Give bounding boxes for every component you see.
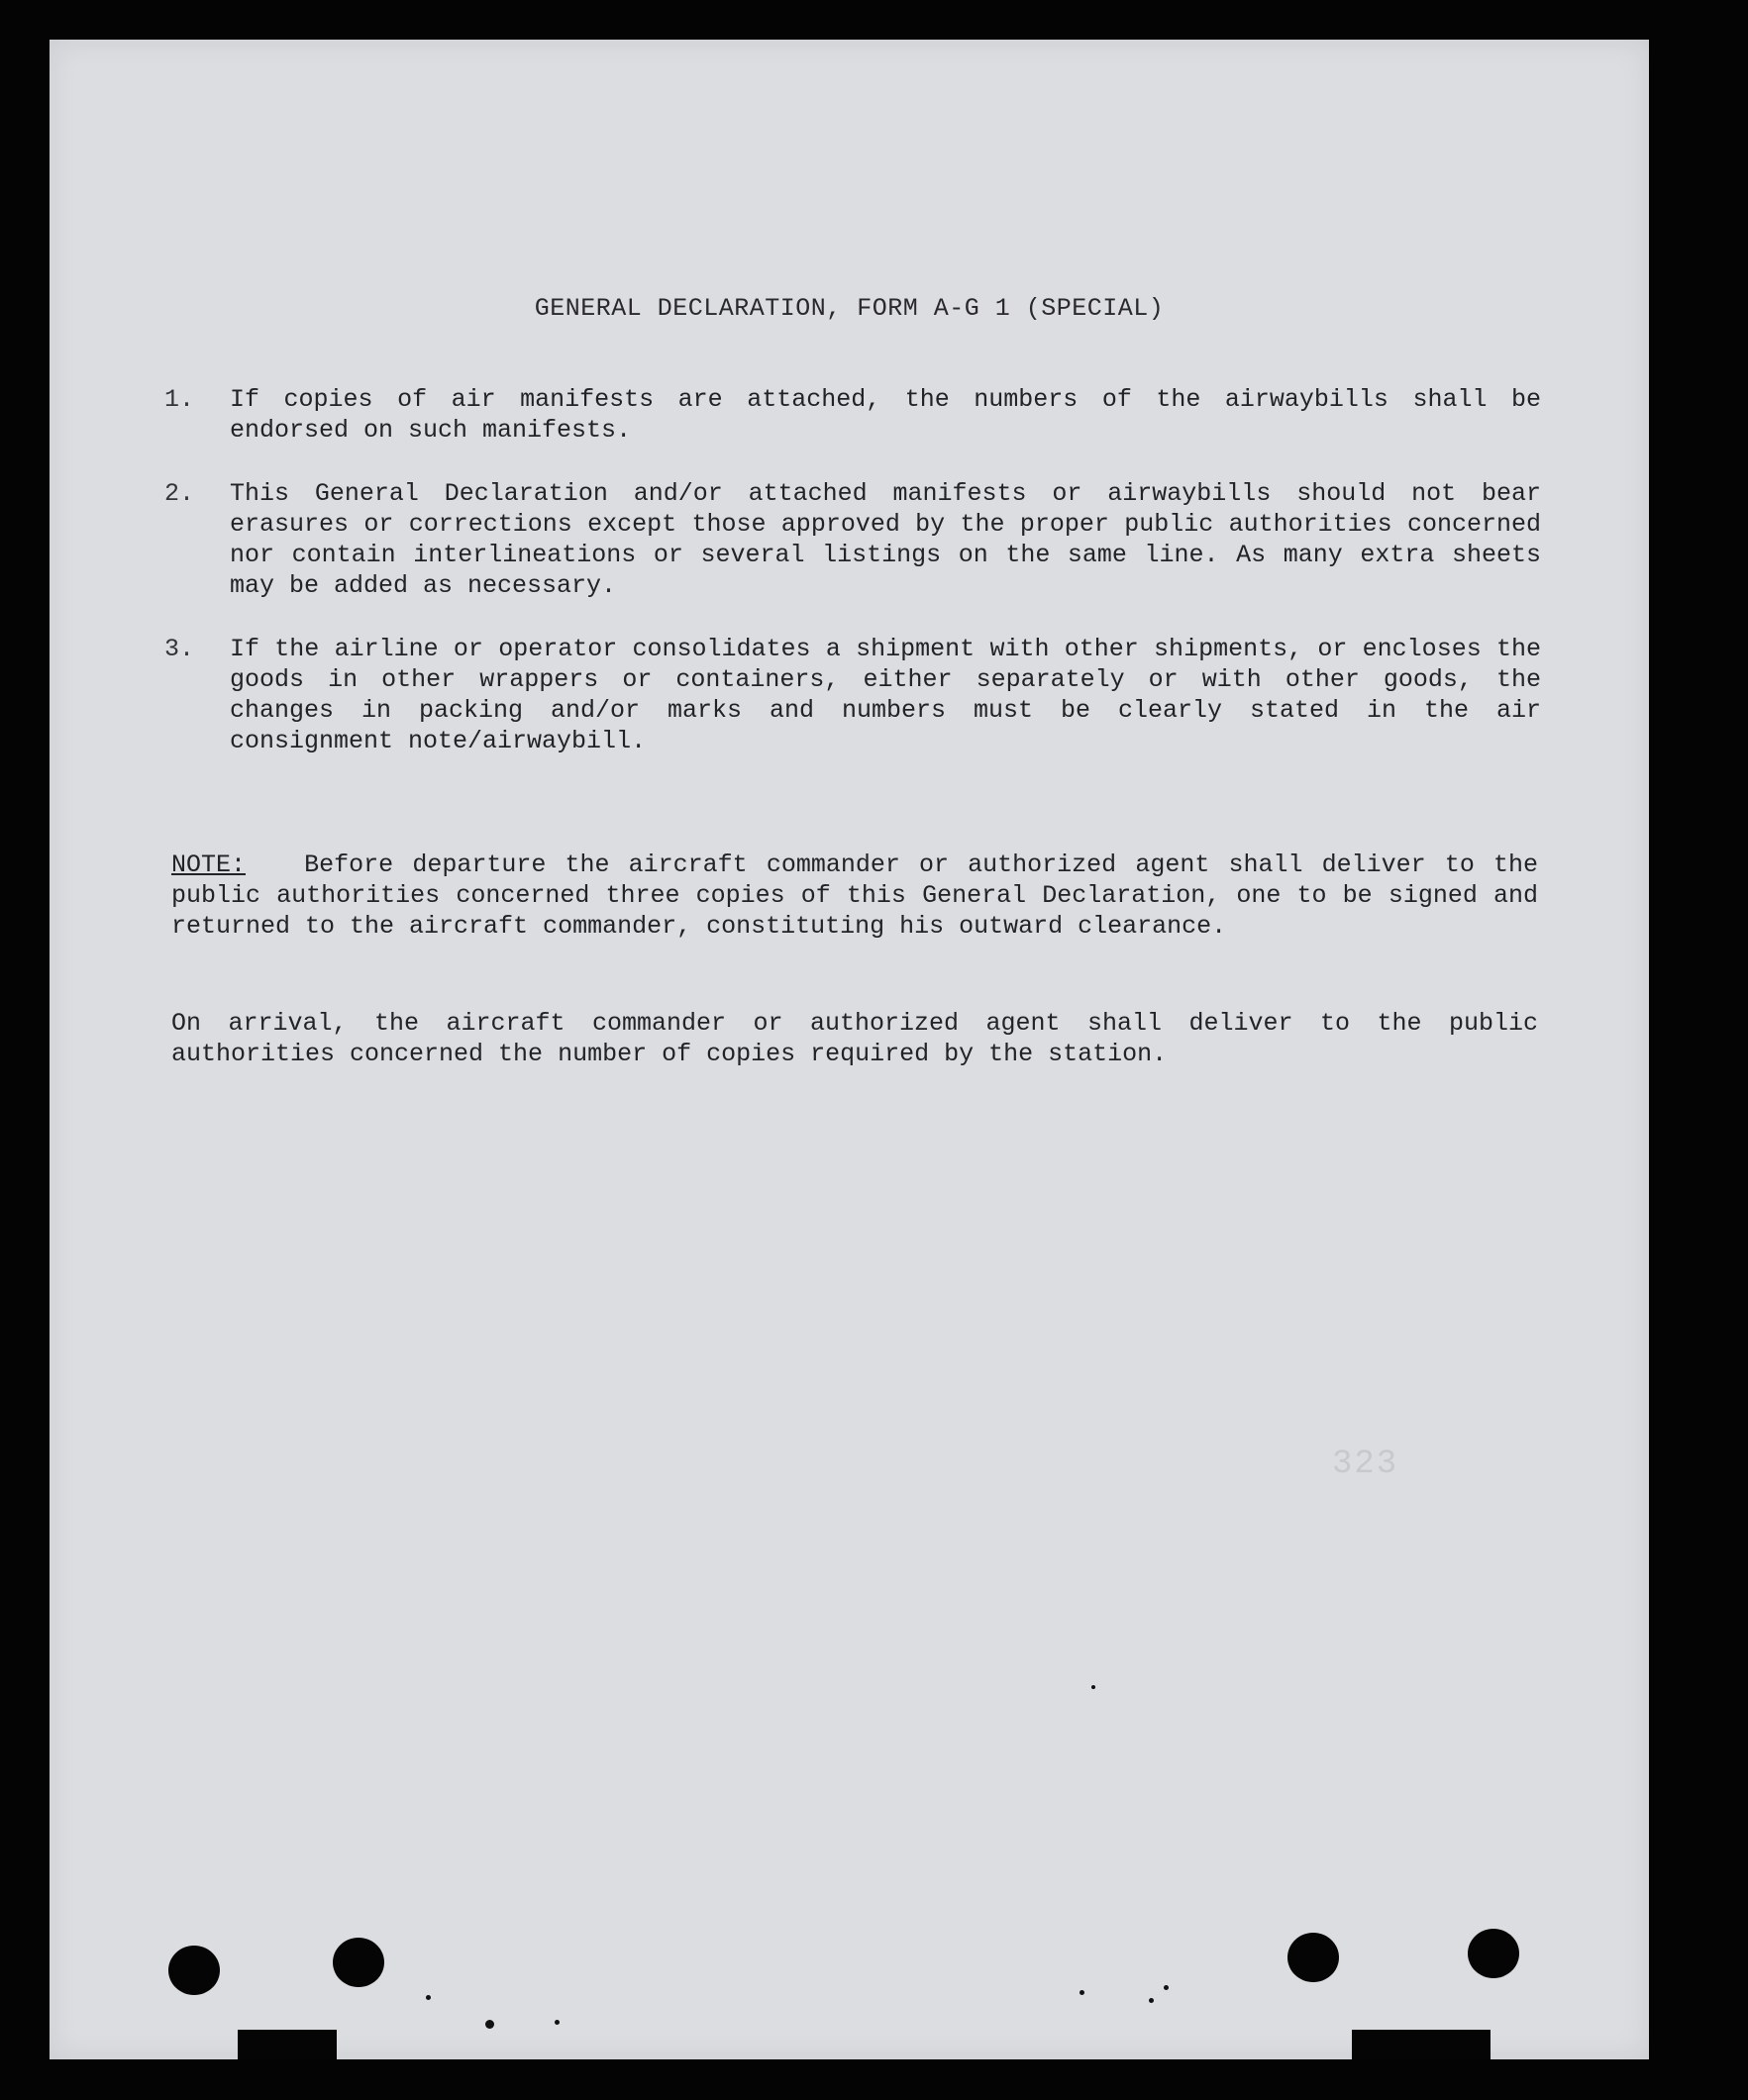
punch-hole: [1287, 1933, 1339, 1982]
faint-stamp: 323: [1332, 1446, 1399, 1483]
list-item: [164, 384, 1541, 446]
dust-speck: [1149, 1998, 1154, 2003]
dust-speck: [1080, 1990, 1084, 1995]
item-number: 2.: [164, 479, 195, 508]
dust-speck: [555, 2020, 560, 2025]
punch-hole: [1468, 1929, 1519, 1978]
item-number: 3.: [164, 635, 195, 663]
document-page: [50, 40, 1649, 2059]
clip-tab: [1352, 2030, 1491, 2059]
note-label: NOTE:: [171, 850, 247, 879]
dust-speck: [485, 2020, 494, 2029]
list-item: [164, 478, 1541, 601]
note-paragraph: [171, 850, 1538, 942]
punch-hole: [168, 1946, 220, 1995]
item-number: 1.: [164, 385, 195, 414]
clip-tab: [238, 2030, 337, 2059]
list-item: [164, 634, 1541, 756]
dust-speck: [426, 1995, 431, 2000]
note-text: Before departure the aircraft commander or authorized agent shall deliver to the public authorities concerned three copies of this General Declaration, one to be signed and returned to the aircraft commander, constituting his outward clearance.: [171, 850, 1538, 941]
dust-speck: [1164, 1985, 1169, 1990]
instruction-list: [164, 384, 1541, 789]
item-text: If copies of air manifests are attached, the numbers of the airwaybills shall be endorsed on such manifests.: [230, 385, 1541, 445]
dust-speck: [1091, 1685, 1095, 1689]
item-text: This General Declaration and/or attached manifests or airwaybills should not bear erasures or corrections except those approved by the proper public authorities concerned nor contain interlineations or several listings on the same line. As many extra sheets may be added as necessary.: [230, 479, 1541, 600]
document-title: GENERAL DECLARATION, FORM A-G 1 (SPECIAL): [534, 294, 1165, 323]
punch-hole: [333, 1938, 384, 1987]
item-text: If the airline or operator consolidates a shipment with other shipments, or encloses the goods in other wrappers or containers, either separately or with other goods, the changes in packing and/or marks and numbers must be clearly stated in the air consignment note/airwaybill.: [230, 635, 1541, 755]
arrival-paragraph: On arrival, the aircraft commander or authorized agent shall deliver to the public authorities concerned the number of copies required by the station.: [171, 1009, 1538, 1068]
